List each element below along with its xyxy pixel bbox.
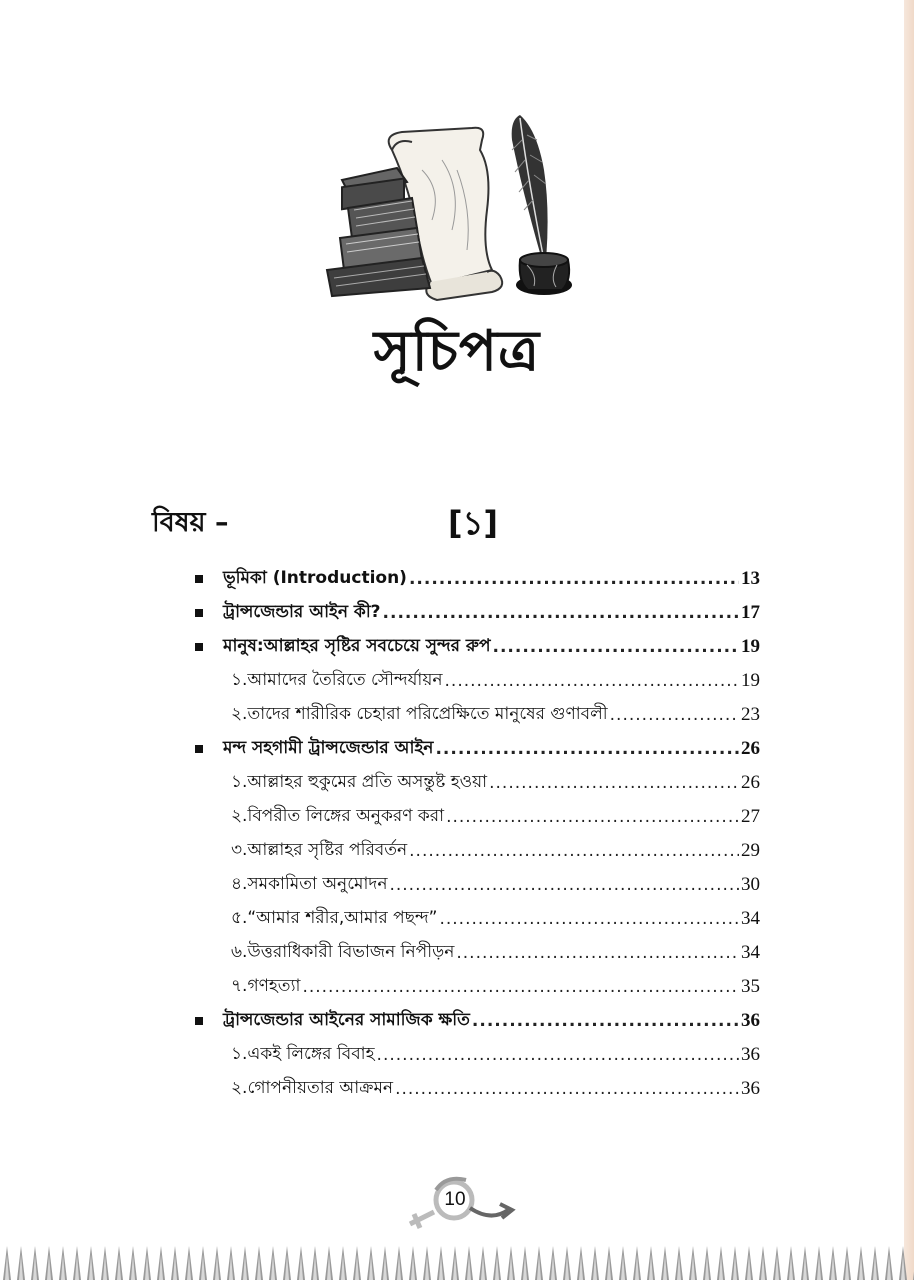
toc-subentry: [190, 936, 760, 970]
bullet-square-icon: [195, 745, 203, 753]
toc-entry-page: 35: [741, 976, 760, 997]
toc-subentry: [190, 800, 760, 834]
page-title: সূচিপত্র: [373, 319, 541, 384]
dot-leader: [409, 841, 739, 861]
toc-entry-title: মানুষ:আল্লাহর সৃষ্টির সবচেয়ে সুন্দর রুপ: [223, 636, 491, 656]
dot-leader: [383, 603, 739, 623]
toc-subentry: [190, 766, 760, 800]
toc-entry-page: 30: [741, 874, 760, 895]
dot-leader: [302, 977, 739, 997]
toc-entry-title: ২.গোপনীয়তার আক্রমন: [231, 1078, 394, 1098]
toc-entry-page: 23: [741, 704, 760, 725]
dot-leader: [456, 943, 739, 963]
toc-entry: [190, 630, 760, 664]
dot-leader: [446, 807, 739, 827]
toc-entry-title: ৬.উত্তরাধিকারী বিভাজন নিপীড়ন: [231, 942, 455, 962]
subject-label: বিষয় –: [152, 507, 229, 538]
toc-entry-title: ৫.“আমার শরীর,আমার পছন্দ”: [231, 908, 438, 928]
dot-leader: [409, 569, 739, 589]
toc-entry: [190, 1004, 760, 1038]
toc-entry-page: 34: [741, 908, 760, 929]
dot-leader: [377, 1045, 739, 1065]
toc-entry-title: ৩.আল্লাহর সৃষ্টির পরিবর্তন: [231, 840, 408, 860]
toc-entry: [190, 732, 760, 766]
toc-subentry: [190, 664, 760, 698]
toc-entry-title: ৭.গণহত্যা: [231, 976, 301, 996]
toc-entry-title: ট্রান্সজেন্ডার আইনের সামাজিক ক্ষতি: [223, 1010, 470, 1030]
page-number: 10: [444, 1189, 466, 1210]
table-of-contents: [190, 562, 760, 1106]
bullet-square-icon: [195, 575, 203, 583]
toc-entry-title: মন্দ সহগামী ট্রান্সজেন্ডার আইন: [223, 738, 434, 758]
toc-entry-title: ট্রান্সজেন্ডার আইন কী?: [223, 602, 381, 622]
toc-entry-title: ১.আমাদের তৈরিতে সৌন্দর্যায়ন: [231, 670, 443, 690]
toc-subentry: [190, 834, 760, 868]
dot-leader: [435, 739, 739, 759]
bullet-square-icon: [195, 1017, 203, 1025]
toc-subentry: [190, 698, 760, 732]
toc-entry-page: 36: [741, 1044, 760, 1065]
toc-entry-page: 34: [741, 942, 760, 963]
toc-entry-page: 19: [741, 670, 760, 691]
toc-entry-page: 13: [741, 568, 760, 589]
toc-entry-page: 17: [741, 602, 760, 623]
toc-subentry: [190, 902, 760, 936]
toc-entry-title: ২.তাদের শারীরিক চেহারা পরিপ্রেক্ষিতে মানুষের গুণাবলী: [231, 704, 608, 724]
toc-entry-page: 36: [741, 1078, 760, 1099]
toc-entry: [190, 562, 760, 596]
toc-entry-page: 26: [741, 738, 760, 759]
toc-entry-page: 29: [741, 840, 760, 861]
toc-entry-page: 19: [741, 636, 760, 657]
toc-subentry: [190, 1038, 760, 1072]
bullet-square-icon: [195, 643, 203, 651]
dot-leader: [445, 671, 739, 691]
dot-leader: [389, 875, 739, 895]
dot-leader: [489, 773, 739, 793]
dot-leader: [439, 909, 739, 929]
page-edge: [904, 0, 914, 1280]
dot-leader: [492, 637, 739, 657]
toc-subentry: [190, 1072, 760, 1106]
toc-entry-title: ১.একই লিঙ্গের বিবাহ: [231, 1044, 375, 1064]
books-scroll-quill-illustration: [322, 110, 622, 310]
toc-entry-title: ২.বিপরীত লিঙ্গের অনুকরণ করা: [231, 806, 445, 826]
toc-subentry: [190, 970, 760, 1004]
toc-entry-title: ভূমিকা (Introduction): [223, 568, 407, 588]
bullet-square-icon: [195, 609, 203, 617]
toc-entry-title: ৪.সমকামিতা অনুমোদন: [231, 874, 388, 894]
decorative-border: [0, 1232, 914, 1280]
toc-entry-page: 27: [741, 806, 760, 827]
toc-subentry: [190, 868, 760, 902]
toc-entry-page: 36: [741, 1010, 760, 1031]
toc-entry-page: 26: [741, 772, 760, 793]
dot-leader: [395, 1079, 739, 1099]
section-number: [১]: [448, 504, 499, 542]
toc-entry: [190, 596, 760, 630]
toc-entry-title: ১.আল্লাহর হুকুমের প্রতি অসন্তুষ্ট হওয়া: [231, 772, 488, 792]
dot-leader: [610, 705, 739, 725]
dot-leader: [472, 1011, 739, 1031]
